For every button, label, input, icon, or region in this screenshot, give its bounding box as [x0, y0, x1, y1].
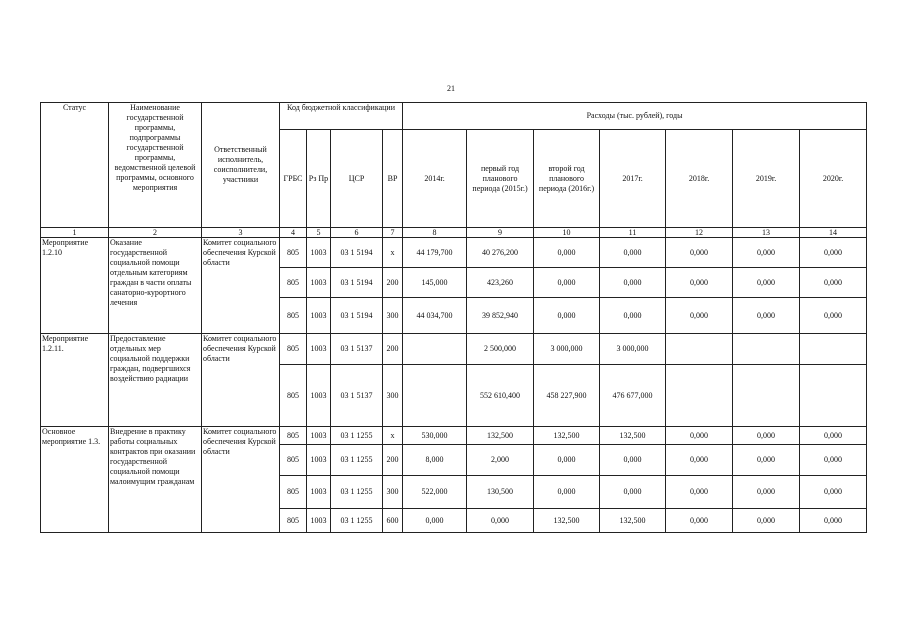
- header-vr: ВР: [383, 130, 403, 228]
- table-cell: 44 179,700: [403, 238, 467, 268]
- table-cell: 458 227,900: [534, 365, 600, 427]
- table-cell: 2 500,000: [467, 334, 534, 365]
- table-cell: 0,000: [600, 238, 666, 268]
- table-cell: 0,000: [800, 298, 867, 334]
- table-cell: 1003: [307, 268, 331, 298]
- table-cell: 0,000: [534, 298, 600, 334]
- column-number: 13: [733, 228, 800, 238]
- table-cell: 200: [383, 445, 403, 476]
- table-cell: 03 1 1255: [331, 427, 383, 445]
- table-cell: [800, 334, 867, 365]
- table-cell: [403, 334, 467, 365]
- column-number: 2: [109, 228, 202, 238]
- row-responsible: Комитет социального обеспечения Курской области: [202, 238, 280, 334]
- table-cell: [733, 365, 800, 427]
- header-name: Наименование государственной программы, подпрограммы государственной программы, ведомственной целевой программы, основного мероприятия: [109, 103, 202, 228]
- table-cell: 0,000: [600, 298, 666, 334]
- table-cell: 03 1 5194: [331, 268, 383, 298]
- table-cell: 552 610,400: [467, 365, 534, 427]
- table-cell: 1003: [307, 365, 331, 427]
- table-row: [41, 427, 867, 445]
- table-cell: 145,000: [403, 268, 467, 298]
- table-cell: 805: [280, 334, 307, 365]
- table-body: [41, 238, 867, 533]
- row-name: Предоставление отдельных мер социальной поддержки граждан, подвергшихся воздействию радиации: [109, 334, 202, 427]
- table-cell: 0,000: [666, 427, 733, 445]
- table-cell: 0,000: [403, 509, 467, 533]
- table-cell: 0,000: [800, 445, 867, 476]
- table-cell: 300: [383, 365, 403, 427]
- table-cell: 1003: [307, 238, 331, 268]
- table-cell: 0,000: [666, 238, 733, 268]
- header-2017: 2017г.: [600, 130, 666, 228]
- table-cell: 132,500: [600, 509, 666, 533]
- row-name: Внедрение в практику работы социальных контрактов при оказании государственной социальной помощи малоимущим гражданам: [109, 427, 202, 533]
- table-cell: 1003: [307, 445, 331, 476]
- table-cell: 2,000: [467, 445, 534, 476]
- table-cell: 0,000: [733, 238, 800, 268]
- table-cell: 39 852,940: [467, 298, 534, 334]
- table-cell: [733, 334, 800, 365]
- column-number: 14: [800, 228, 867, 238]
- table-cell: 200: [383, 334, 403, 365]
- table-cell: 132,500: [467, 427, 534, 445]
- table-cell: 0,000: [800, 476, 867, 509]
- header-csr: ЦСР: [331, 130, 383, 228]
- table-cell: 0,000: [800, 238, 867, 268]
- table-cell: 0,000: [666, 268, 733, 298]
- table-cell: [666, 365, 733, 427]
- table-row: [41, 238, 867, 268]
- header-rzpr: Рз Пр: [307, 130, 331, 228]
- table-cell: 200: [383, 268, 403, 298]
- table-cell: 0,000: [733, 509, 800, 533]
- table-cell: 1003: [307, 298, 331, 334]
- table-cell: 1003: [307, 334, 331, 365]
- table-cell: 132,500: [534, 509, 600, 533]
- table-cell: 0,000: [733, 268, 800, 298]
- table-cell: 300: [383, 476, 403, 509]
- table-cell: x: [383, 427, 403, 445]
- table-cell: 3 000,000: [600, 334, 666, 365]
- table-cell: 0,000: [600, 476, 666, 509]
- table-cell: 423,260: [467, 268, 534, 298]
- row-status: Основное мероприятие 1.3.: [41, 427, 109, 533]
- table-cell: 805: [280, 238, 307, 268]
- header-grbs: ГРБС: [280, 130, 307, 228]
- table-cell: 0,000: [534, 476, 600, 509]
- table-cell: x: [383, 238, 403, 268]
- column-number: 11: [600, 228, 666, 238]
- table-cell: 03 1 5194: [331, 298, 383, 334]
- table-cell: 0,000: [800, 268, 867, 298]
- table-cell: 0,000: [534, 268, 600, 298]
- table-cell: 0,000: [733, 476, 800, 509]
- header-2016: второй год планового периода (2016г.): [534, 130, 600, 228]
- row-status: Мероприятие 1.2.10: [41, 238, 109, 334]
- column-number-row: [41, 228, 867, 238]
- table-cell: 522,000: [403, 476, 467, 509]
- table-cell: 0,000: [733, 427, 800, 445]
- table-cell: 1003: [307, 509, 331, 533]
- table-cell: 805: [280, 365, 307, 427]
- table-cell: 03 1 1255: [331, 509, 383, 533]
- table-cell: 03 1 5194: [331, 238, 383, 268]
- column-number: 4: [280, 228, 307, 238]
- table-cell: 600: [383, 509, 403, 533]
- table-cell: 03 1 1255: [331, 476, 383, 509]
- row-status: Мероприятие 1.2.11.: [41, 334, 109, 427]
- table-cell: 805: [280, 268, 307, 298]
- column-number: 6: [331, 228, 383, 238]
- header-budget-code: Код бюджетной классификации: [280, 103, 403, 130]
- table-cell: 0,000: [467, 509, 534, 533]
- table-cell: [666, 334, 733, 365]
- header-2019: 2019г.: [733, 130, 800, 228]
- page-number: 21: [447, 84, 455, 93]
- table-cell: 0,000: [666, 476, 733, 509]
- table-cell: 0,000: [733, 298, 800, 334]
- header-responsible: Ответственный исполнитель, соисполнители, участники: [202, 103, 280, 228]
- table-cell: 0,000: [666, 298, 733, 334]
- header-2015: первый год планового периода (2015г.): [467, 130, 534, 228]
- table-cell: 530,000: [403, 427, 467, 445]
- table-cell: 132,500: [600, 427, 666, 445]
- table-cell: 0,000: [800, 427, 867, 445]
- table-cell: 805: [280, 298, 307, 334]
- column-number: 7: [383, 228, 403, 238]
- table-cell: 03 1 5137: [331, 334, 383, 365]
- table-cell: 03 1 1255: [331, 445, 383, 476]
- table-cell: 1003: [307, 476, 331, 509]
- row-responsible: Комитет социального обеспечения Курской области: [202, 334, 280, 427]
- column-number: 8: [403, 228, 467, 238]
- table-cell: 0,000: [800, 509, 867, 533]
- header-2014: 2014г.: [403, 130, 467, 228]
- table-cell: 300: [383, 298, 403, 334]
- budget-table: [40, 102, 867, 533]
- table-cell: 130,500: [467, 476, 534, 509]
- table-cell: 132,500: [534, 427, 600, 445]
- table-cell: 0,000: [733, 445, 800, 476]
- table-cell: 1003: [307, 427, 331, 445]
- table-cell: 476 677,000: [600, 365, 666, 427]
- table-cell: [403, 365, 467, 427]
- table-cell: 805: [280, 476, 307, 509]
- column-number: 12: [666, 228, 733, 238]
- table-cell: 0,000: [600, 445, 666, 476]
- column-number: 5: [307, 228, 331, 238]
- table-cell: 3 000,000: [534, 334, 600, 365]
- header-expenses: Расходы (тыс. рублей), годы: [403, 103, 867, 130]
- column-number: 10: [534, 228, 600, 238]
- table-cell: 0,000: [666, 445, 733, 476]
- table-cell: 0,000: [666, 509, 733, 533]
- table-cell: 0,000: [600, 268, 666, 298]
- row-responsible: Комитет социального обеспечения Курской области: [202, 427, 280, 533]
- column-number: 3: [202, 228, 280, 238]
- table-cell: 805: [280, 445, 307, 476]
- table-cell: 03 1 5137: [331, 365, 383, 427]
- table-cell: 40 276,200: [467, 238, 534, 268]
- table-cell: 44 034,700: [403, 298, 467, 334]
- column-number: 9: [467, 228, 534, 238]
- table-cell: 0,000: [534, 238, 600, 268]
- row-name: Оказание государственной социальной помощи отдельным категориям граждан в части оплаты санаторно-курортного лечения: [109, 238, 202, 334]
- header-2018: 2018г.: [666, 130, 733, 228]
- header-2020: 2020г.: [800, 130, 867, 228]
- table-cell: [800, 365, 867, 427]
- table-row: [41, 334, 867, 365]
- table-cell: 8,000: [403, 445, 467, 476]
- table-cell: 0,000: [534, 445, 600, 476]
- header-status: Статус: [41, 103, 109, 228]
- column-number: 1: [41, 228, 109, 238]
- table-cell: 805: [280, 427, 307, 445]
- table-cell: 805: [280, 509, 307, 533]
